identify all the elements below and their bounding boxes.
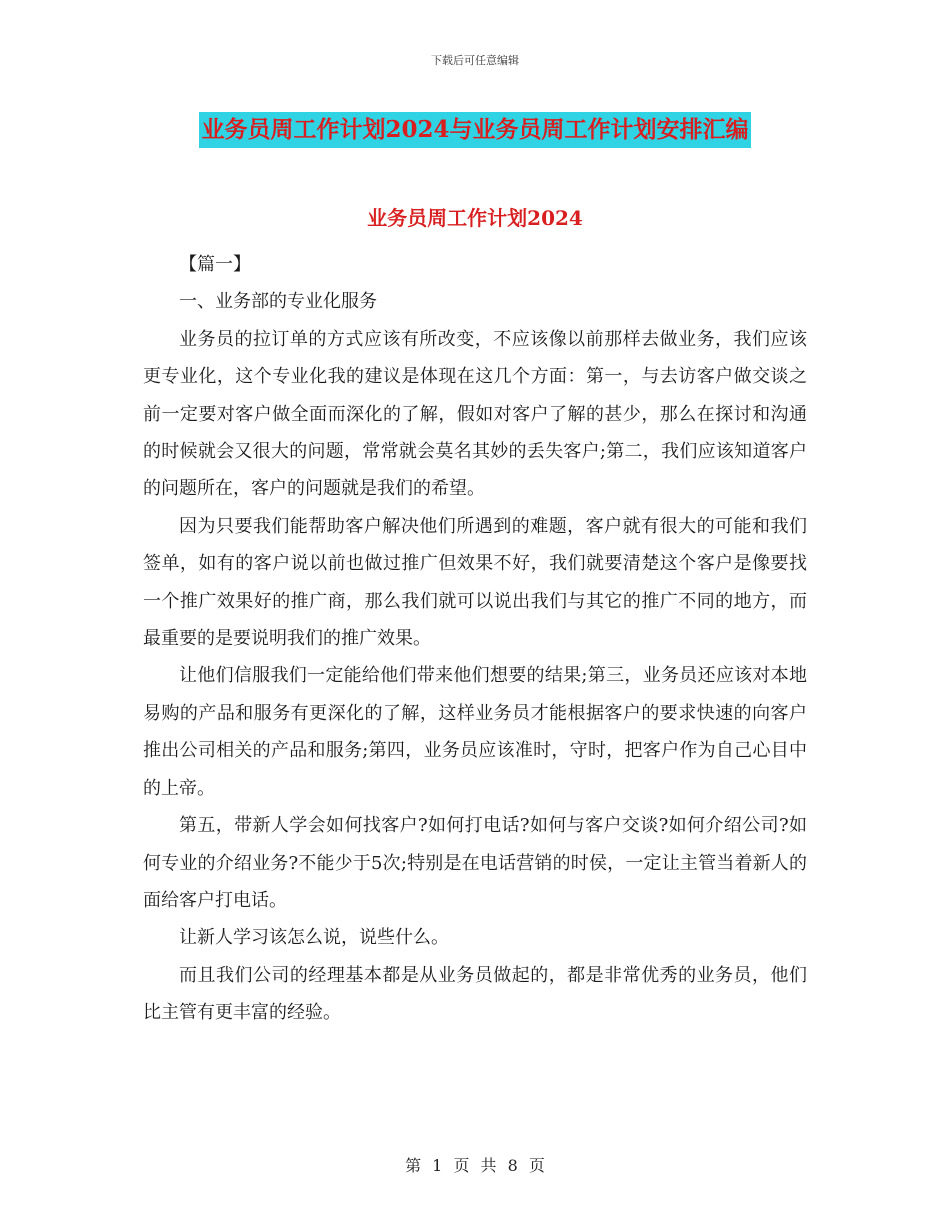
paragraph: 让他们信服我们一定能给他们带来他们想要的结果;第三，业务员还应该对本地易购的产品和服务有更深化的了解，这样业务员才能根据客户的要求快速的向客户推出公司相关的产品和服务;第四，业务员应该准时，守时，把客户作为自己心目中的上帝。 (143, 665, 807, 799)
document-title-container (0, 112, 950, 148)
paragraph-heading: 一、业务部的专业化服务 (179, 291, 377, 313)
paragraph: 业务员的拉订单的方式应该有所改变，不应该像以前那样去做业务，我们应该更专业化，这个专业化我的建议是体现在这几个方面：第一，与去访客户做交谈之前一定要对客户做全面而深化的了解，假如对客户了解的甚少，那么在探讨和沟通的时候就会又很大的问题，常常就会莫名其妙的丢失客户;第二，我们应该知道客户的问题所在，客户的问题就是我们的希望。 (143, 328, 807, 500)
section-title: 业务员周工作计划2024 (367, 206, 583, 230)
paragraph: 而且我们公司的经理基本都是从业务员做起的，都是非常优秀的业务员，他们比主管有更丰富的经验。 (143, 964, 807, 1024)
document-title: 业务员周工作计划2024与业务员周工作计划安排汇编 (199, 112, 750, 148)
page-number: 第 1 页 共 8 页 (405, 1156, 545, 1175)
paragraph: 让新人学习该怎么说，说些什么。 (179, 927, 449, 949)
document-body (143, 246, 807, 1032)
paragraph: 第五，带新人学会如何找客户?如何打电话?如何与客户交谈?如何介绍公司?如何专业的介绍业务?不能少于5次;特别是在电话营销的时侯，一定让主管当着新人的面给客户打电话。 (143, 815, 807, 911)
header-note: 下载后可任意编辑 (431, 54, 519, 67)
paragraph: 因为只要我们能帮助客户解决他们所遇到的难题，客户就有很大的可能和我们签单，如有的客户说以前也做过推广但效果不好，我们就要清楚这个客户是像要找一个推广效果好的推广商，那么我们就可以说出我们与其它的推广不同的地方，而最重要的是要说明我们的推广效果。 (143, 515, 807, 650)
paragraph-chapter-label: 【篇一】 (179, 254, 251, 275)
